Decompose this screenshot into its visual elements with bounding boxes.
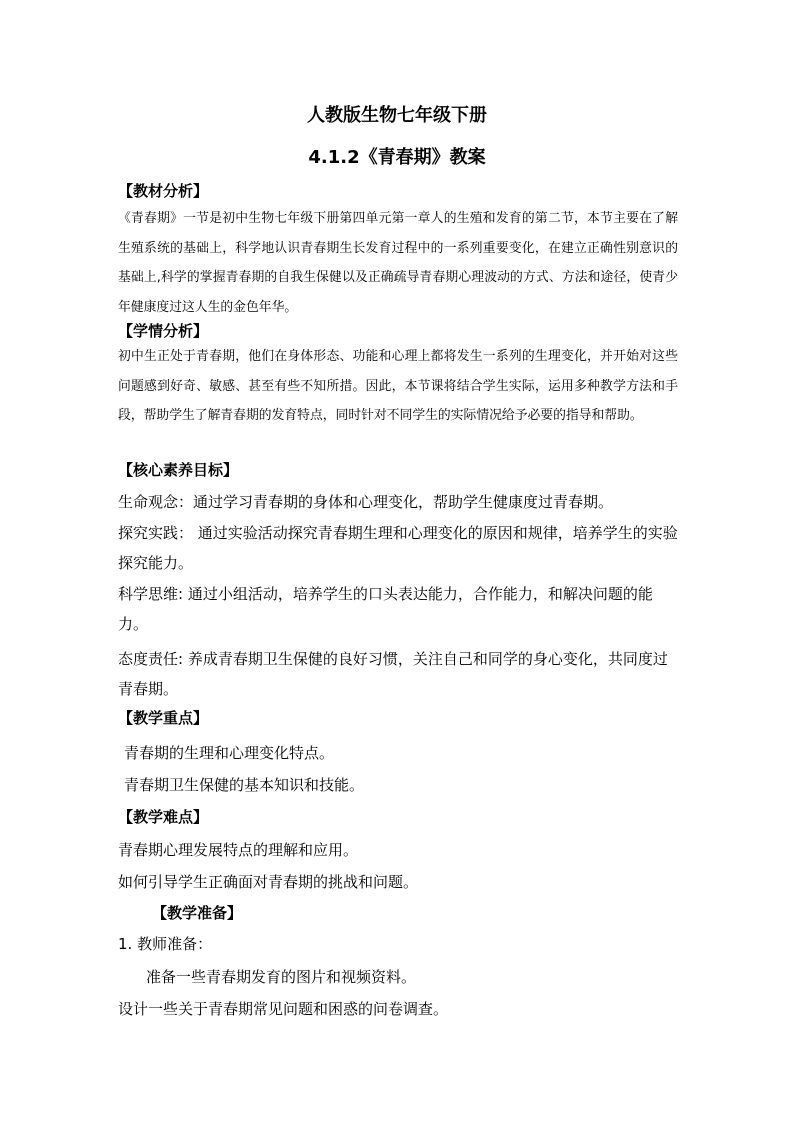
heading-preparation: 【教学准备】 — [152, 904, 243, 922]
core-goal-inquiry-practice: 探究实践： 通过实验活动探究青春期生理和心理变化的原因和规律，培养学生的实验探究能力。 — [118, 524, 678, 572]
core-goal-attitude-responsibility: 态度责任: 养成青春期卫生保健的良好习惯，关注自己和同学的身心变化，共同度过青春期。 — [118, 650, 668, 698]
textbook-analysis-text: 《青春期》一节是初中生物七年级下册第四单元第一章人的生殖和发育的第二节，本节主要在了解生殖系统的基础上，科学地认识青春期生长发育过程中的一系列重要变化，在建立正确性别意识的基础上,科学的掌握青春期的自我生保健以及正确疏导青春期心理波动的方式、方法和途径，使青少年健康度过这人生的金色年华。 — [118, 211, 678, 315]
difficulty-item: 青春期心理发展特点的理解和应用。 — [118, 841, 359, 859]
student-analysis-text: 初中生正处于青春期，他们在身体形态、功能和心理上都将发生一系列的生理变化，并开始对这些问题感到好奇、敏感、甚至有些不知所措。因此，本节课将结合学生实际，运用多种教学方法和手段，帮助学生了解青春期的发育特点，同时针对不同学生的实际情况给予必要的指导和帮助。 — [118, 349, 678, 423]
heading-student-analysis: 【学情分析】 — [118, 322, 209, 340]
difficulty-item: 如何引导学生正确面对青春期的挑战和问题。 — [118, 873, 419, 891]
document-subtitle: 4.1.2《青春期》教案 — [308, 147, 486, 168]
core-goal-life-concept: 生命观念：通过学习青春期的身体和心理变化，帮助学生健康度过青春期。 — [118, 493, 614, 511]
key-point-item: 青春期的生理和心理变化特点。 — [124, 744, 335, 762]
heading-key-points: 【教学重点】 — [118, 709, 209, 727]
heading-textbook-analysis: 【教材分析】 — [118, 182, 209, 200]
preparation-line: 准备一些青春期发育的图片和视频资料。 — [146, 968, 417, 986]
document-title: 人教版生物七年级下册 — [307, 105, 487, 126]
heading-core-goals: 【核心素养目标】 — [118, 461, 239, 479]
heading-difficulties: 【教学难点】 — [118, 808, 209, 826]
key-point-item: 青春期卫生保健的基本知识和技能。 — [124, 776, 365, 794]
preparation-item-label: 1. 教师准备： — [118, 935, 213, 953]
preparation-line: 设计一些关于青春期常见问题和困惑的问卷调查。 — [118, 1000, 449, 1018]
core-goal-scientific-thinking: 科学思维: 通过小组活动，培养学生的口头表达能力，合作能力，和解决问题的能力。 — [118, 585, 653, 633]
